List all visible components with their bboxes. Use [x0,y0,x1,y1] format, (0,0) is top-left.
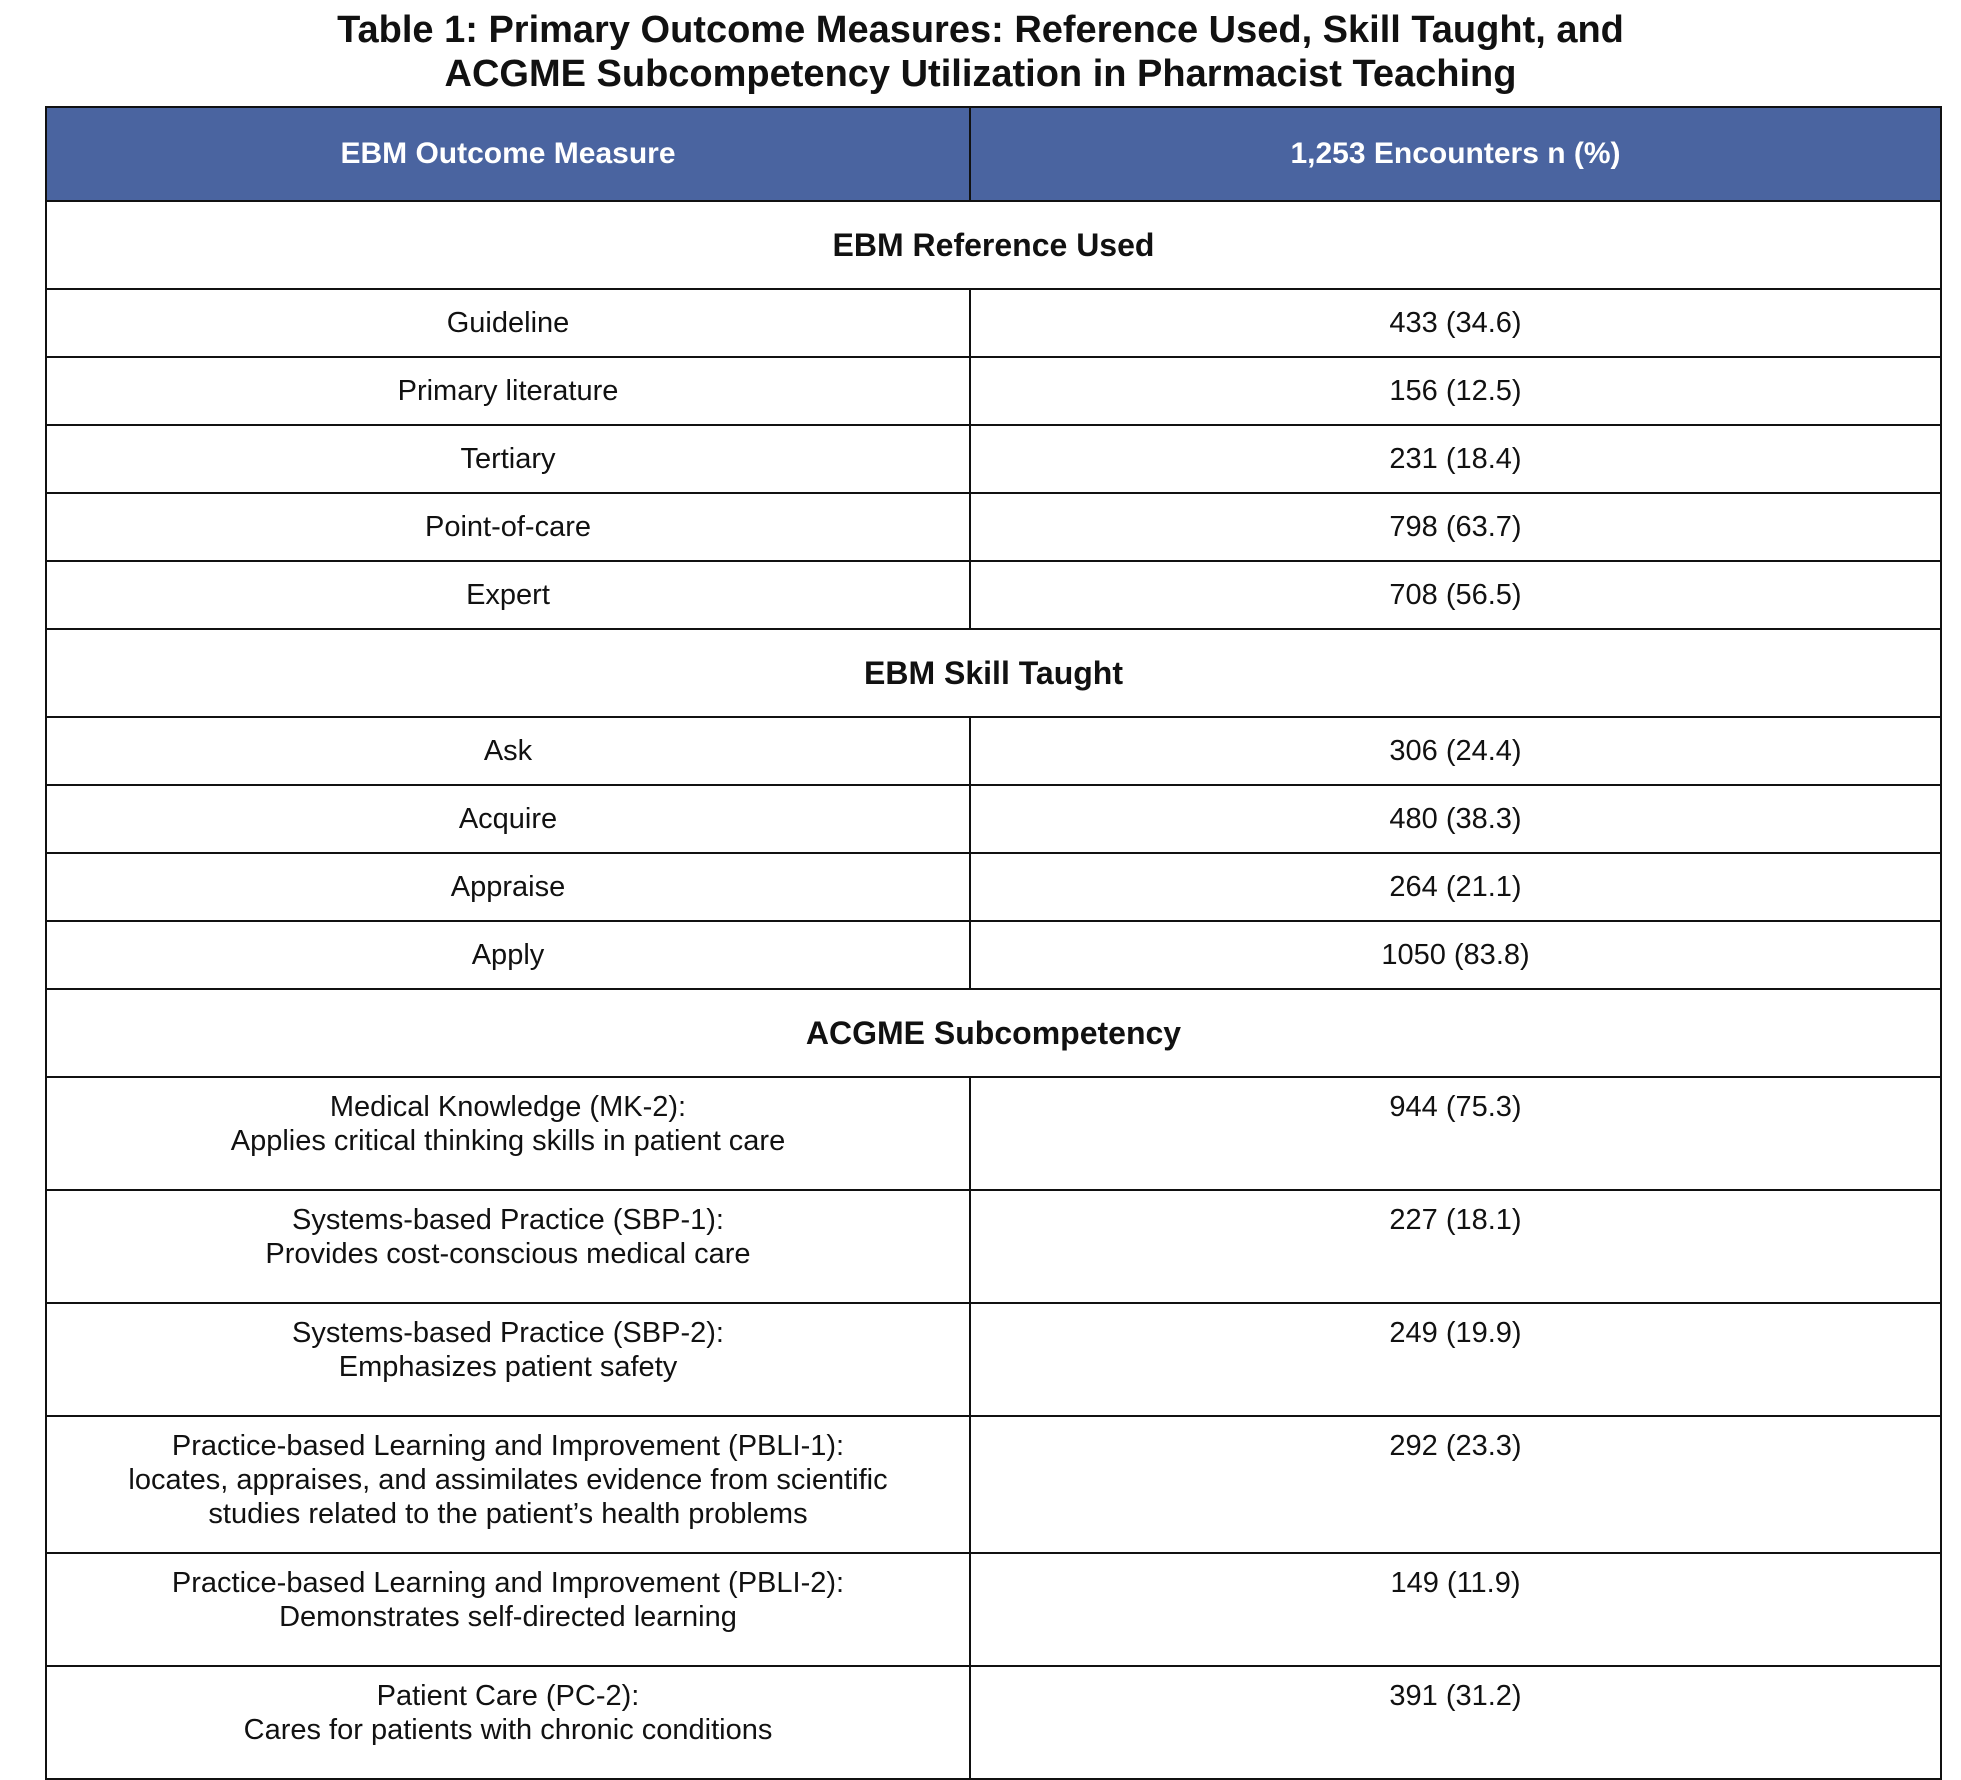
measure-label-line: Practice-based Learning and Improvement (PBLI-1): [171,1430,845,1462]
table-row [46,1303,1941,1416]
measure-cell [46,1077,970,1190]
measure-cell [46,1303,970,1416]
section-heading: EBM Skill Taught [46,629,1941,717]
measure-label-line: Medical Knowledge (MK-2): [329,1091,687,1123]
measure-cell [46,1416,970,1553]
encounters-value-cell: 1050 (83.8) [970,921,1941,989]
encounters-value-cell: 227 (18.1) [970,1190,1941,1303]
encounters-value-cell: 708 (56.5) [970,561,1941,629]
measure-label-line: studies related to the patient’s health problems [208,1498,808,1530]
table-row [46,1553,1941,1666]
table-row [46,1077,1941,1190]
table-title-line-2: ACGME Subcompetency Utilization in Pharmacist Teaching [444,53,1517,95]
section-heading: EBM Reference Used [46,201,1941,289]
section-row [46,201,1941,289]
section-row [46,629,1941,717]
section-row [46,989,1941,1077]
measure-cell [46,1190,970,1303]
table-row [46,493,1941,561]
table-row [46,785,1941,853]
encounters-value-cell: 798 (63.7) [970,493,1941,561]
measure-cell: Apply [46,921,970,989]
measure-label-line: locates, appraises, and assimilates evidence from scientific [128,1464,888,1496]
measure-label-line: Provides cost-conscious medical care [265,1238,751,1270]
encounters-value-cell: 433 (34.6) [970,289,1941,357]
measure-cell: Primary literature [46,357,970,425]
measure-label-line: Practice-based Learning and Improvement (PBLI-2): [171,1567,845,1599]
table-row [46,357,1941,425]
table-row [46,1666,1941,1779]
table-body [46,201,1941,1779]
measure-label-line: Systems-based Practice (SBP-1): [292,1204,724,1236]
measure-label-line: Demonstrates self-directed learning [279,1601,737,1633]
outcomes-table [45,106,1942,1780]
encounters-value-cell: 292 (23.3) [970,1416,1941,1553]
measure-label-line: Systems-based Practice (SBP-2): [292,1317,724,1349]
column-header-measure: EBM Outcome Measure [46,107,970,201]
encounters-value-cell: 264 (21.1) [970,853,1941,921]
encounters-value-cell: 944 (75.3) [970,1077,1941,1190]
measure-cell [46,1666,970,1779]
table-row [46,289,1941,357]
measure-cell [46,1553,970,1666]
encounters-value-cell: 391 (31.2) [970,1666,1941,1779]
measure-cell: Guideline [46,289,970,357]
measure-label-line: Cares for patients with chronic conditions [243,1714,773,1746]
table-row [46,1416,1941,1553]
table-row [46,921,1941,989]
encounters-value-cell: 480 (38.3) [970,785,1941,853]
table-row [46,717,1941,785]
measure-cell: Expert [46,561,970,629]
measure-cell: Point-of-care [46,493,970,561]
measure-cell: Ask [46,717,970,785]
encounters-value-cell: 249 (19.9) [970,1303,1941,1416]
column-header-encounters: 1,253 Encounters n (%) [970,107,1941,201]
table-title [0,8,1961,96]
measure-label-line: Emphasizes patient safety [338,1351,678,1383]
table-title-line-1: Table 1: Primary Outcome Measures: Reference Used, Skill Taught, and [337,9,1624,51]
table-row [46,1190,1941,1303]
measure-cell: Acquire [46,785,970,853]
measure-label-line: Patient Care (PC-2): [376,1680,640,1712]
table-row [46,561,1941,629]
measure-cell: Tertiary [46,425,970,493]
section-heading: ACGME Subcompetency [46,989,1941,1077]
encounters-value-cell: 149 (11.9) [970,1553,1941,1666]
encounters-value-cell: 231 (18.4) [970,425,1941,493]
table-header [46,107,1941,201]
table-row [46,853,1941,921]
measure-label-line: Applies critical thinking skills in patient care [230,1125,786,1157]
encounters-value-cell: 306 (24.4) [970,717,1941,785]
encounters-value-cell: 156 (12.5) [970,357,1941,425]
measure-cell: Appraise [46,853,970,921]
header-row [46,107,1941,201]
table-row [46,425,1941,493]
